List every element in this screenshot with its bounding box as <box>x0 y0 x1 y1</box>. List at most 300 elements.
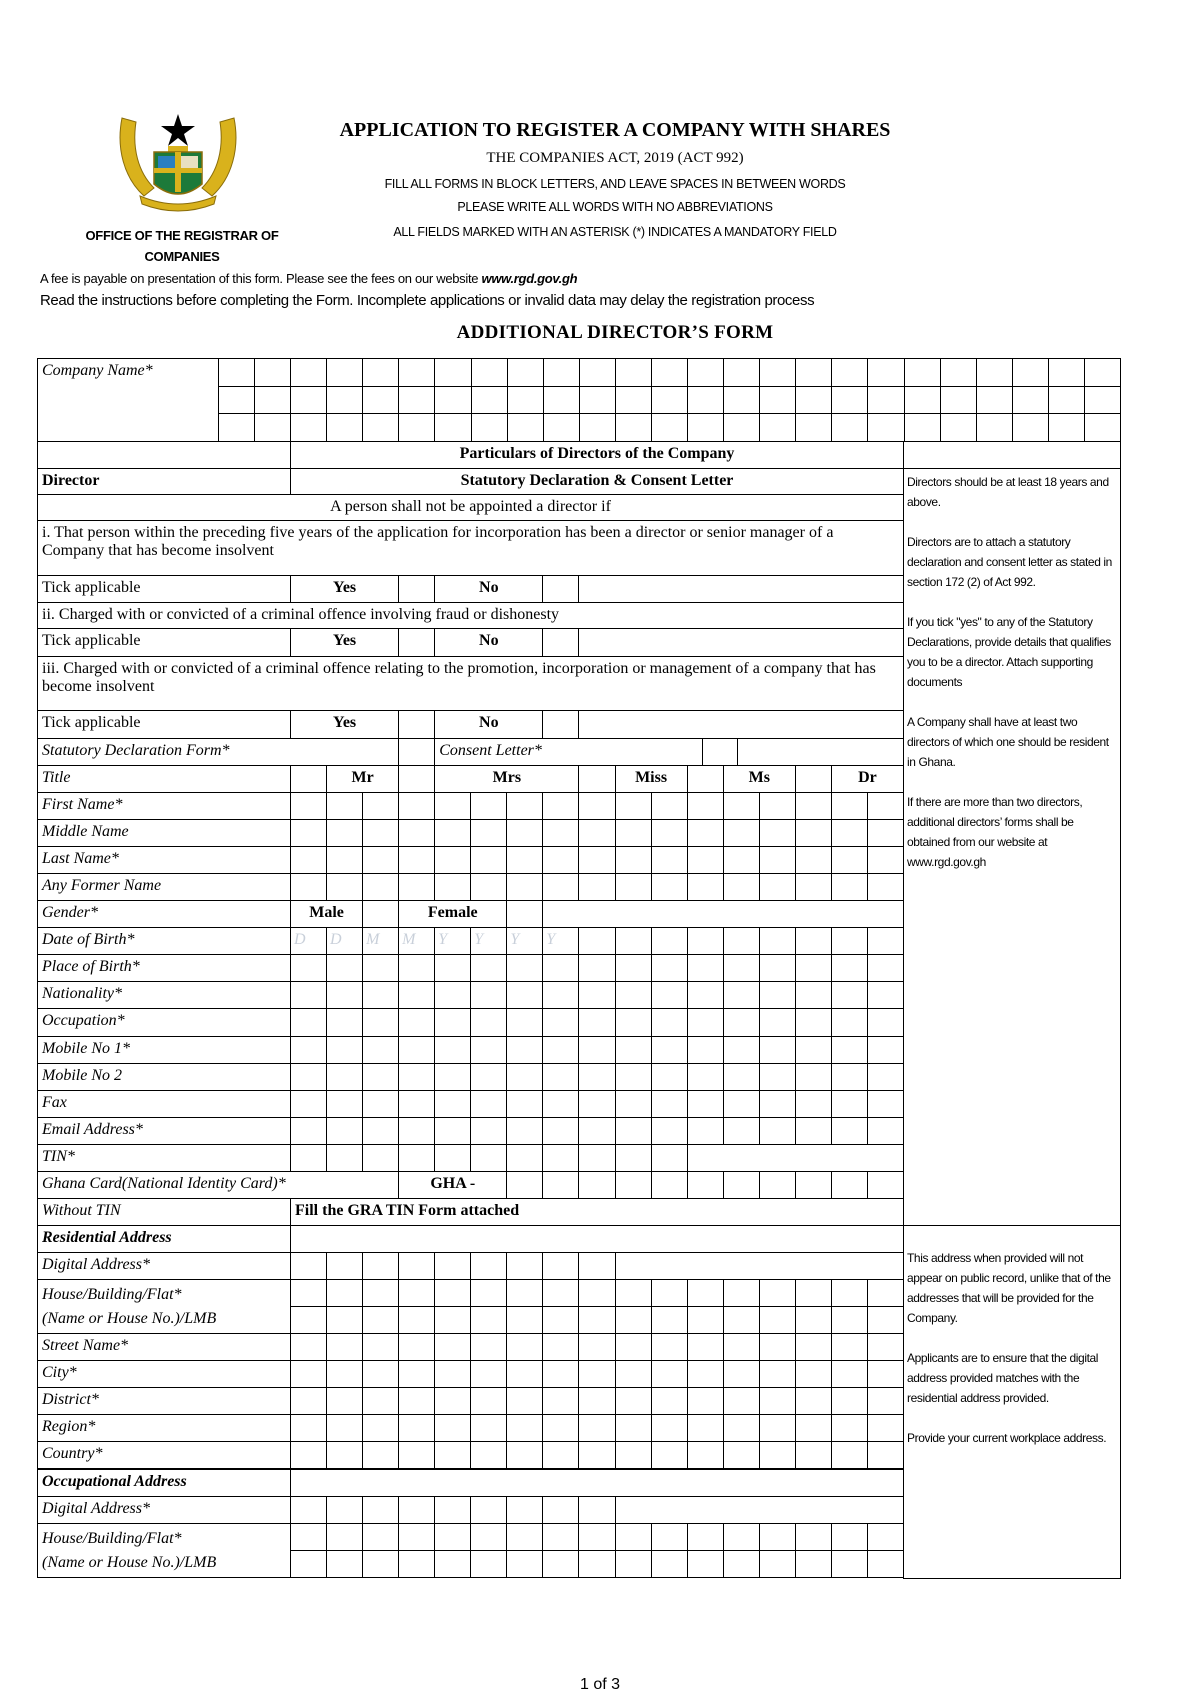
entry-box[interactable] <box>470 792 507 820</box>
entry-box[interactable] <box>470 1144 507 1172</box>
entry-box[interactable] <box>759 1360 796 1388</box>
entry-box[interactable] <box>615 1117 652 1145</box>
dob-box[interactable]: Y <box>434 927 471 955</box>
no-checkbox-2[interactable] <box>542 628 579 657</box>
entry-box[interactable] <box>326 1441 363 1469</box>
no-checkbox-1[interactable] <box>542 575 579 603</box>
dob-box[interactable] <box>687 927 724 955</box>
consent-letter-checkbox[interactable] <box>702 738 738 766</box>
entry-box[interactable] <box>723 1036 760 1064</box>
entry-box[interactable] <box>867 792 904 820</box>
company-name-box[interactable] <box>759 386 796 415</box>
entry-box[interactable] <box>326 819 363 847</box>
title-mr-checkbox[interactable] <box>290 765 327 793</box>
entry-box[interactable] <box>759 1279 796 1307</box>
entry-box[interactable] <box>470 1063 507 1091</box>
entry-box[interactable] <box>362 873 399 901</box>
entry-box[interactable] <box>759 792 796 820</box>
entry-box[interactable] <box>434 792 471 820</box>
company-name-box[interactable] <box>831 386 868 415</box>
entry-box[interactable] <box>290 1333 327 1361</box>
company-name-box[interactable] <box>687 386 724 415</box>
company-name-box[interactable] <box>218 413 255 442</box>
entry-box[interactable] <box>795 1306 832 1334</box>
entry-box[interactable] <box>506 1496 543 1524</box>
entry-box[interactable] <box>615 1279 652 1307</box>
entry-box[interactable] <box>651 981 688 1009</box>
entry-box[interactable] <box>470 1036 507 1064</box>
company-name-box[interactable] <box>1012 413 1049 442</box>
entry-box[interactable] <box>506 1171 543 1199</box>
entry-box[interactable] <box>290 1036 327 1064</box>
entry-box[interactable] <box>831 1090 868 1118</box>
company-name-box[interactable] <box>1012 358 1049 387</box>
entry-box[interactable] <box>578 1306 615 1334</box>
dob-box[interactable]: M <box>398 927 435 955</box>
company-name-box[interactable] <box>507 413 544 442</box>
company-name-box[interactable] <box>543 358 580 387</box>
entry-box[interactable] <box>434 981 471 1009</box>
entry-box[interactable] <box>651 1090 688 1118</box>
entry-box[interactable] <box>867 1387 904 1415</box>
entry-box[interactable] <box>831 1387 868 1415</box>
entry-box[interactable] <box>506 1523 543 1551</box>
entry-box[interactable] <box>542 1414 579 1442</box>
entry-box[interactable] <box>615 1171 652 1199</box>
yes-checkbox-2[interactable] <box>398 628 435 657</box>
entry-box[interactable] <box>434 873 471 901</box>
entry-box[interactable] <box>362 1333 399 1361</box>
entry-box[interactable] <box>615 981 652 1009</box>
entry-box[interactable] <box>578 1414 615 1442</box>
entry-box[interactable] <box>687 1360 724 1388</box>
entry-box[interactable] <box>578 819 615 847</box>
entry-box[interactable] <box>867 1036 904 1064</box>
entry-box[interactable] <box>470 1279 507 1307</box>
entry-box[interactable] <box>434 1550 471 1578</box>
entry-box[interactable] <box>687 873 724 901</box>
entry-box[interactable] <box>506 1117 543 1145</box>
entry-box[interactable] <box>398 1252 435 1280</box>
entry-box[interactable] <box>795 981 832 1009</box>
entry-box[interactable] <box>615 1144 652 1172</box>
entry-box[interactable] <box>831 1279 868 1307</box>
entry-box[interactable] <box>831 1333 868 1361</box>
entry-box[interactable] <box>398 981 435 1009</box>
title-ms-checkbox[interactable] <box>687 765 724 793</box>
entry-box[interactable] <box>434 1496 471 1524</box>
entry-box[interactable] <box>542 954 579 982</box>
entry-box[interactable] <box>398 1333 435 1361</box>
company-name-box[interactable] <box>434 386 471 415</box>
entry-box[interactable] <box>651 1550 688 1578</box>
entry-box[interactable] <box>867 1550 904 1578</box>
entry-box[interactable] <box>578 1441 615 1469</box>
entry-box[interactable] <box>362 1063 399 1091</box>
entry-box[interactable] <box>831 819 868 847</box>
entry-box[interactable] <box>687 846 724 874</box>
entry-box[interactable] <box>759 1117 796 1145</box>
entry-box[interactable] <box>578 981 615 1009</box>
entry-box[interactable] <box>434 1117 471 1145</box>
title-mrs-checkbox[interactable] <box>398 765 435 793</box>
entry-box[interactable] <box>578 1171 615 1199</box>
entry-box[interactable] <box>867 1360 904 1388</box>
company-name-box[interactable] <box>326 386 363 415</box>
entry-box[interactable] <box>542 846 579 874</box>
company-name-box[interactable] <box>254 358 291 387</box>
entry-box[interactable] <box>687 1090 724 1118</box>
entry-box[interactable] <box>434 819 471 847</box>
entry-box[interactable] <box>506 1279 543 1307</box>
entry-box[interactable] <box>326 1144 363 1172</box>
entry-box[interactable] <box>326 846 363 874</box>
entry-box[interactable] <box>506 873 543 901</box>
company-name-box[interactable] <box>615 413 652 442</box>
entry-box[interactable] <box>398 954 435 982</box>
entry-box[interactable] <box>759 1036 796 1064</box>
company-name-box[interactable] <box>579 386 616 415</box>
dob-box[interactable] <box>651 927 688 955</box>
entry-box[interactable] <box>687 954 724 982</box>
entry-box[interactable] <box>795 954 832 982</box>
entry-box[interactable] <box>651 873 688 901</box>
entry-box[interactable] <box>542 1496 579 1524</box>
company-name-box[interactable] <box>687 413 724 442</box>
entry-box[interactable] <box>867 1441 904 1469</box>
entry-box[interactable] <box>326 1252 363 1280</box>
entry-box[interactable] <box>867 873 904 901</box>
company-name-box[interactable] <box>254 413 291 442</box>
entry-box[interactable] <box>506 1306 543 1334</box>
entry-box[interactable] <box>615 1387 652 1415</box>
company-name-box[interactable] <box>1012 386 1049 415</box>
entry-box[interactable] <box>867 1117 904 1145</box>
company-name-box[interactable] <box>867 358 904 387</box>
entry-box[interactable] <box>723 1306 760 1334</box>
dob-box[interactable] <box>723 927 760 955</box>
entry-box[interactable] <box>470 1387 507 1415</box>
entry-box[interactable] <box>326 1036 363 1064</box>
entry-box[interactable] <box>687 1387 724 1415</box>
entry-box[interactable] <box>759 1387 796 1415</box>
entry-box[interactable] <box>542 1063 579 1091</box>
company-name-box[interactable] <box>326 413 363 442</box>
entry-box[interactable] <box>795 1036 832 1064</box>
entry-box[interactable] <box>470 954 507 982</box>
entry-box[interactable] <box>470 1008 507 1036</box>
entry-box[interactable] <box>723 792 760 820</box>
entry-box[interactable] <box>615 846 652 874</box>
entry-box[interactable] <box>723 981 760 1009</box>
entry-box[interactable] <box>326 1360 363 1388</box>
entry-box[interactable] <box>542 1036 579 1064</box>
dob-box[interactable]: D <box>290 927 327 955</box>
entry-box[interactable] <box>326 1414 363 1442</box>
entry-box[interactable] <box>398 1550 435 1578</box>
entry-box[interactable] <box>831 1117 868 1145</box>
entry-box[interactable] <box>723 1171 760 1199</box>
entry-box[interactable] <box>362 1414 399 1442</box>
entry-box[interactable] <box>506 1414 543 1442</box>
company-name-box[interactable] <box>1084 413 1121 442</box>
entry-box[interactable] <box>651 1387 688 1415</box>
entry-box[interactable] <box>687 1279 724 1307</box>
entry-box[interactable] <box>326 873 363 901</box>
entry-box[interactable] <box>290 1279 327 1307</box>
entry-box[interactable] <box>759 1414 796 1442</box>
entry-box[interactable] <box>651 954 688 982</box>
entry-box[interactable] <box>398 1360 435 1388</box>
entry-box[interactable] <box>398 819 435 847</box>
entry-box[interactable] <box>434 1252 471 1280</box>
no-checkbox-3[interactable] <box>542 710 579 739</box>
entry-box[interactable] <box>506 1441 543 1469</box>
entry-box[interactable] <box>542 1117 579 1145</box>
entry-box[interactable] <box>687 981 724 1009</box>
entry-box[interactable] <box>651 1414 688 1442</box>
company-name-box[interactable] <box>290 413 327 442</box>
company-name-box[interactable] <box>362 413 399 442</box>
dob-box[interactable] <box>615 927 652 955</box>
entry-box[interactable] <box>615 1008 652 1036</box>
company-name-box[interactable] <box>507 386 544 415</box>
entry-box[interactable] <box>290 819 327 847</box>
yes-checkbox-3[interactable] <box>398 710 435 739</box>
entry-box[interactable] <box>434 1387 471 1415</box>
entry-box[interactable] <box>434 1036 471 1064</box>
entry-box[interactable] <box>578 1063 615 1091</box>
entry-box[interactable] <box>831 1414 868 1442</box>
entry-box[interactable] <box>290 1414 327 1442</box>
entry-box[interactable] <box>542 1090 579 1118</box>
company-name-box[interactable] <box>904 358 941 387</box>
entry-box[interactable] <box>723 1387 760 1415</box>
entry-box[interactable] <box>470 1441 507 1469</box>
entry-box[interactable] <box>290 1387 327 1415</box>
entry-box[interactable] <box>434 1414 471 1442</box>
entry-box[interactable] <box>470 981 507 1009</box>
entry-box[interactable] <box>290 1063 327 1091</box>
entry-box[interactable] <box>362 1496 399 1524</box>
entry-box[interactable] <box>651 1036 688 1064</box>
entry-box[interactable] <box>831 846 868 874</box>
entry-box[interactable] <box>542 1008 579 1036</box>
entry-box[interactable] <box>506 1550 543 1578</box>
company-name-box[interactable] <box>543 386 580 415</box>
company-name-box[interactable] <box>723 386 760 415</box>
company-name-box[interactable] <box>904 413 941 442</box>
entry-box[interactable] <box>470 1414 507 1442</box>
entry-box[interactable] <box>687 1550 724 1578</box>
entry-box[interactable] <box>398 1008 435 1036</box>
entry-box[interactable] <box>795 873 832 901</box>
entry-box[interactable] <box>362 1008 399 1036</box>
company-name-box[interactable] <box>687 358 724 387</box>
company-name-box[interactable] <box>434 358 471 387</box>
entry-box[interactable] <box>542 1523 579 1551</box>
entry-box[interactable] <box>470 846 507 874</box>
entry-box[interactable] <box>759 1306 796 1334</box>
dob-box[interactable] <box>867 927 904 955</box>
fee-website-link[interactable]: www.rgd.gov.gh <box>481 271 578 286</box>
entry-box[interactable] <box>326 1496 363 1524</box>
entry-box[interactable] <box>759 1441 796 1469</box>
company-name-box[interactable] <box>1048 386 1085 415</box>
company-name-box[interactable] <box>1084 358 1121 387</box>
entry-box[interactable] <box>506 1036 543 1064</box>
entry-box[interactable] <box>867 954 904 982</box>
entry-box[interactable] <box>831 1441 868 1469</box>
entry-box[interactable] <box>615 1550 652 1578</box>
entry-box[interactable] <box>542 1333 579 1361</box>
entry-box[interactable] <box>615 1036 652 1064</box>
entry-box[interactable] <box>687 819 724 847</box>
entry-box[interactable] <box>723 1333 760 1361</box>
entry-box[interactable] <box>542 1252 579 1280</box>
entry-box[interactable] <box>867 1171 904 1199</box>
entry-box[interactable] <box>398 1441 435 1469</box>
entry-box[interactable] <box>542 1171 579 1199</box>
entry-box[interactable] <box>867 1008 904 1036</box>
company-name-box[interactable] <box>904 386 941 415</box>
entry-box[interactable] <box>398 873 435 901</box>
entry-box[interactable] <box>795 1117 832 1145</box>
entry-box[interactable] <box>723 1441 760 1469</box>
entry-box[interactable] <box>759 1171 796 1199</box>
entry-box[interactable] <box>651 1333 688 1361</box>
entry-box[interactable] <box>578 792 615 820</box>
entry-box[interactable] <box>362 846 399 874</box>
entry-box[interactable] <box>723 1090 760 1118</box>
entry-box[interactable] <box>723 873 760 901</box>
entry-box[interactable] <box>578 1523 615 1551</box>
entry-box[interactable] <box>831 954 868 982</box>
entry-box[interactable] <box>831 1036 868 1064</box>
entry-box[interactable] <box>759 1008 796 1036</box>
dob-box[interactable]: Y <box>506 927 543 955</box>
entry-box[interactable] <box>795 1414 832 1442</box>
entry-box[interactable] <box>434 1306 471 1334</box>
entry-box[interactable] <box>795 846 832 874</box>
entry-box[interactable] <box>470 873 507 901</box>
entry-box[interactable] <box>398 1496 435 1524</box>
company-name-box[interactable] <box>362 358 399 387</box>
entry-box[interactable] <box>759 819 796 847</box>
entry-box[interactable] <box>723 1414 760 1442</box>
company-name-box[interactable] <box>723 413 760 442</box>
entry-box[interactable] <box>398 1306 435 1334</box>
entry-box[interactable] <box>831 792 868 820</box>
entry-box[interactable] <box>362 1252 399 1280</box>
entry-box[interactable] <box>795 1008 832 1036</box>
company-name-box[interactable] <box>795 413 832 442</box>
company-name-box[interactable] <box>218 358 255 387</box>
entry-box[interactable] <box>831 981 868 1009</box>
entry-box[interactable] <box>290 1252 327 1280</box>
entry-box[interactable] <box>290 1441 327 1469</box>
entry-box[interactable] <box>290 1117 327 1145</box>
entry-box[interactable] <box>506 1360 543 1388</box>
entry-box[interactable] <box>290 1550 327 1578</box>
entry-box[interactable] <box>795 1360 832 1388</box>
company-name-box[interactable] <box>976 386 1013 415</box>
entry-box[interactable] <box>615 1063 652 1091</box>
entry-box[interactable] <box>578 1252 615 1280</box>
company-name-box[interactable] <box>290 358 327 387</box>
entry-box[interactable] <box>723 819 760 847</box>
entry-box[interactable] <box>434 1144 471 1172</box>
entry-box[interactable] <box>651 1117 688 1145</box>
entry-box[interactable] <box>362 981 399 1009</box>
entry-box[interactable] <box>398 1387 435 1415</box>
entry-box[interactable] <box>542 1360 579 1388</box>
entry-box[interactable] <box>506 819 543 847</box>
entry-box[interactable] <box>795 1550 832 1578</box>
company-name-box[interactable] <box>471 413 508 442</box>
entry-box[interactable] <box>867 846 904 874</box>
entry-box[interactable] <box>723 1360 760 1388</box>
entry-box[interactable] <box>434 954 471 982</box>
entry-box[interactable] <box>831 1008 868 1036</box>
dob-box[interactable] <box>759 927 796 955</box>
company-name-box[interactable] <box>940 358 977 387</box>
company-name-box[interactable] <box>615 358 652 387</box>
entry-box[interactable] <box>759 954 796 982</box>
entry-box[interactable] <box>506 1387 543 1415</box>
entry-box[interactable] <box>687 1036 724 1064</box>
entry-box[interactable] <box>578 1036 615 1064</box>
entry-box[interactable] <box>326 792 363 820</box>
entry-box[interactable] <box>398 792 435 820</box>
entry-box[interactable] <box>578 846 615 874</box>
company-name-box[interactable] <box>795 386 832 415</box>
entry-box[interactable] <box>615 1360 652 1388</box>
entry-box[interactable] <box>578 1550 615 1578</box>
company-name-box[interactable] <box>759 413 796 442</box>
entry-box[interactable] <box>290 954 327 982</box>
title-miss-checkbox[interactable] <box>578 765 615 793</box>
company-name-box[interactable] <box>723 358 760 387</box>
entry-box[interactable] <box>795 819 832 847</box>
company-name-box[interactable] <box>579 413 616 442</box>
company-name-box[interactable] <box>290 386 327 415</box>
entry-box[interactable] <box>434 1063 471 1091</box>
entry-box[interactable] <box>578 1144 615 1172</box>
company-name-box[interactable] <box>651 413 688 442</box>
company-name-box[interactable] <box>651 358 688 387</box>
entry-box[interactable] <box>687 1333 724 1361</box>
entry-box[interactable] <box>362 1279 399 1307</box>
entry-box[interactable] <box>362 1117 399 1145</box>
company-name-box[interactable] <box>831 358 868 387</box>
company-name-box[interactable] <box>254 386 291 415</box>
company-name-box[interactable] <box>434 413 471 442</box>
entry-box[interactable] <box>362 1360 399 1388</box>
entry-box[interactable] <box>542 981 579 1009</box>
entry-box[interactable] <box>578 873 615 901</box>
entry-box[interactable] <box>687 1171 724 1199</box>
entry-box[interactable] <box>795 1090 832 1118</box>
entry-box[interactable] <box>362 1550 399 1578</box>
entry-box[interactable] <box>434 1279 471 1307</box>
company-name-box[interactable] <box>1048 358 1085 387</box>
entry-box[interactable] <box>326 1279 363 1307</box>
company-name-box[interactable] <box>1084 386 1121 415</box>
entry-box[interactable] <box>651 846 688 874</box>
male-checkbox[interactable] <box>362 900 399 928</box>
entry-box[interactable] <box>470 1333 507 1361</box>
